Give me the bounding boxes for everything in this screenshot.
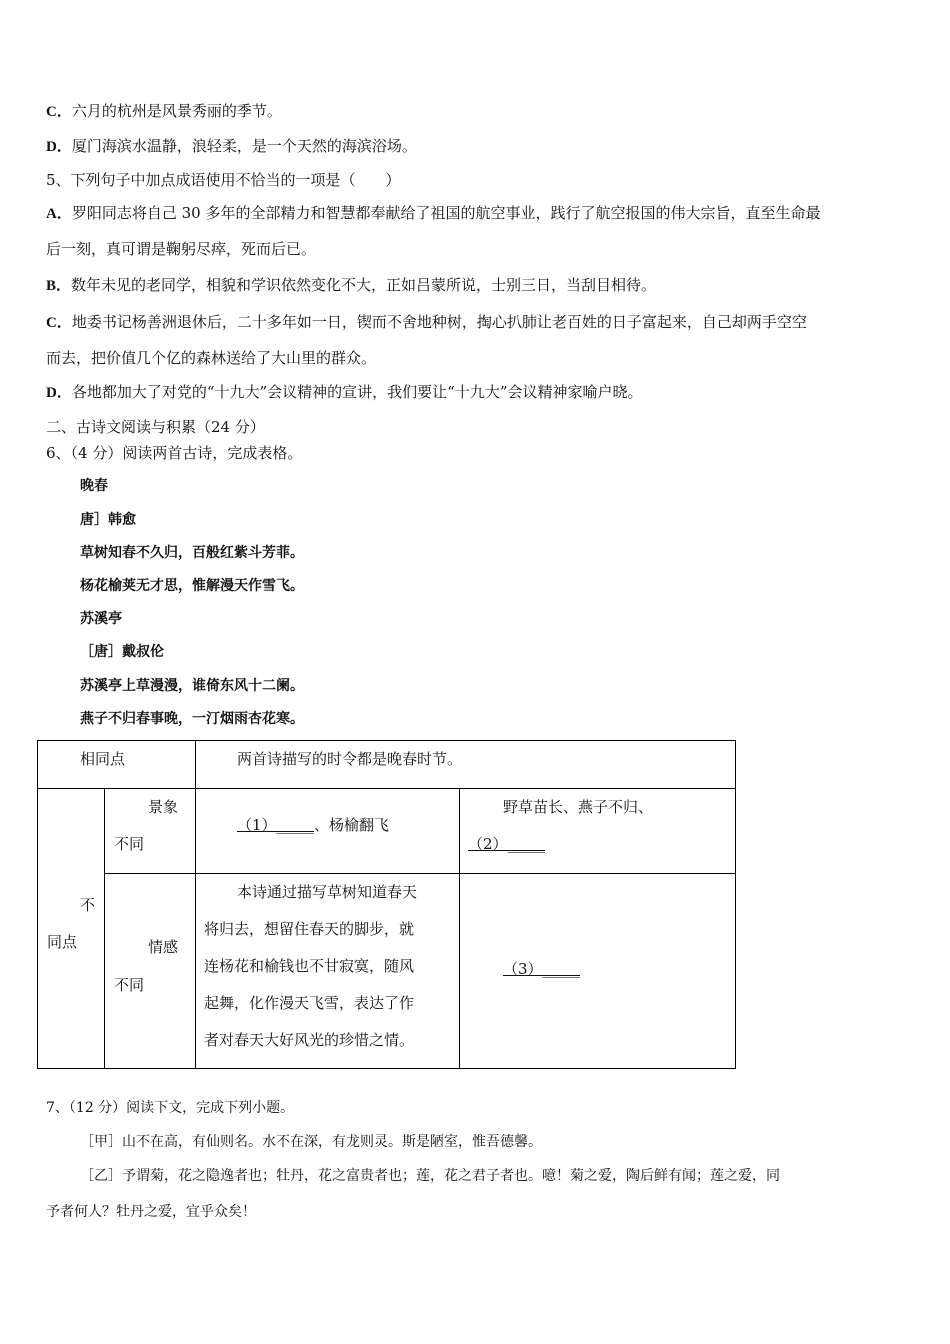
q4-option-c xyxy=(46,101,282,122)
emotion-poem1-line: 者对春天大好风光的珍惜之情。 xyxy=(204,1031,415,1049)
q5-stem: 5、下列句子中加点成语使用不恰当的一项是（ ） xyxy=(46,171,401,189)
emotion-label-2: 不同 xyxy=(114,976,145,994)
emotion-label-1: 情感 xyxy=(148,938,179,956)
option-letter: A． xyxy=(46,206,72,222)
poem1-title: 晚春 xyxy=(80,478,108,494)
q5-option-c-line2: 而去，把价值几个亿的森林送给了大山里的群众。 xyxy=(46,349,377,367)
same-text-cell xyxy=(195,740,736,789)
diff-label-1: 不 xyxy=(80,896,96,914)
scene-poem2-line1: 野草苗长、燕子不归、 xyxy=(503,798,654,816)
option-letter: D． xyxy=(46,385,72,401)
answer-blank-1[interactable]: （1）_____ xyxy=(237,816,315,834)
q7-passage-yi-line1: ［乙］予谓菊，花之隐逸者也；牡丹，花之富贵者也；莲，花之君子者也。噫！菊之爱，陶后鲜有闻；莲之爱，同 xyxy=(80,1168,780,1184)
option-letter: B． xyxy=(46,278,72,294)
poem1-line1: 草树知春不久归，百般红紫斗芳菲。 xyxy=(80,545,304,561)
scene-label-1: 景象 xyxy=(148,798,179,816)
option-text: 各地都加大了对党的“十九大”会议精神的宣讲，我们要让“十九大”会议精神家喻户晓。 xyxy=(71,383,643,401)
poem1-author: 唐］韩愈 xyxy=(80,512,136,528)
option-text: 地委书记杨善洲退休后，二十多年如一日，锲而不舍地种树，掏心扒肺让老百姓的日子富起来，自己却两手空空 xyxy=(71,313,807,331)
poem2-line2: 燕子不归春事晚，一汀烟雨杏花寒。 xyxy=(80,711,304,727)
same-text: 两首诗描写的时令都是晚春时节。 xyxy=(237,750,463,768)
answer-blank-3[interactable]: （3）_____ xyxy=(503,960,581,978)
poem2-line1: 苏溪亭上草漫漫，谁倚东风十二阑。 xyxy=(80,678,304,694)
option-text: 六月的杭州是风景秀丽的季节。 xyxy=(71,102,282,120)
option-letter: C． xyxy=(46,315,72,331)
q7-passage-yi-line2: 予者何人？牡丹之爱，宜乎众矣！ xyxy=(46,1204,256,1220)
emotion-poem1-line: 本诗通过描写草树知道春天 xyxy=(237,883,418,901)
poem2-title: 苏溪亭 xyxy=(80,611,122,627)
q7-passage-jia: ［甲］山不在高，有仙则名。水不在深，有龙则灵。斯是陋室，惟吾德馨。 xyxy=(80,1134,542,1150)
scene-poem2-cell xyxy=(459,788,736,874)
q5-option-d xyxy=(46,382,643,403)
diff-label-2: 同点 xyxy=(47,933,78,951)
q5-option-a-line1 xyxy=(46,203,820,224)
option-text: 罗阳同志将自己 30 多年的全部精力和智慧都奉献给了祖国的航空事业，践行了航空报国的伟大宗旨，直至生命最 xyxy=(71,204,821,222)
same-label: 相同点 xyxy=(80,750,126,768)
comparison-table xyxy=(37,740,736,1069)
poem1-line2: 杨花榆荚无才思，惟解漫天作雪飞。 xyxy=(80,578,304,594)
emotion-label-cell xyxy=(104,873,196,1069)
emotion-poem1-cell xyxy=(195,873,460,1069)
option-letter: C． xyxy=(46,104,72,120)
section-title: 二、古诗文阅读与积累（24 分） xyxy=(46,418,265,436)
scene-label-2: 不同 xyxy=(114,835,145,853)
scene-poem1 xyxy=(237,807,389,844)
emotion-poem1-line: 起舞，化作漫天飞雪，表达了作 xyxy=(204,994,415,1012)
q6-stem: 6、（4 分）阅读两首古诗，完成表格。 xyxy=(46,444,303,462)
emotion-poem1-line: 连杨花和榆钱也不甘寂寞，随风 xyxy=(204,957,415,975)
option-letter: D． xyxy=(46,139,72,155)
emotion-poem2-cell xyxy=(459,873,736,1069)
poem2-author: ［唐］戴叔伦 xyxy=(80,644,164,660)
q5-option-b xyxy=(46,275,656,296)
emotion-poem1-line: 将归去，想留住春天的脚步，就 xyxy=(204,920,415,938)
q7-stem: 7、（12 分）阅读下文，完成下列小题。 xyxy=(46,1100,295,1116)
scene-label-cell xyxy=(104,788,196,874)
option-text: 厦门海滨水温静，浪轻柔，是一个天然的海滨浴场。 xyxy=(71,137,417,155)
q5-option-c-line1 xyxy=(46,312,807,333)
option-text: 数年未见的老同学，相貌和学识依然变化不大，正如吕蒙所说，士别三日，当刮目相待。 xyxy=(71,276,657,294)
diff-label-cell xyxy=(37,788,105,1069)
scene-poem1-cell xyxy=(195,788,460,874)
q5-option-a-line2: 后一刻，真可谓是鞠躬尽瘁，死而后已。 xyxy=(46,240,317,258)
scene-poem1-rest: 、杨榆翻飞 xyxy=(314,816,390,834)
same-label-cell xyxy=(37,740,196,789)
answer-blank-2[interactable]: （2）_____ xyxy=(468,835,546,853)
q4-option-d xyxy=(46,136,417,157)
